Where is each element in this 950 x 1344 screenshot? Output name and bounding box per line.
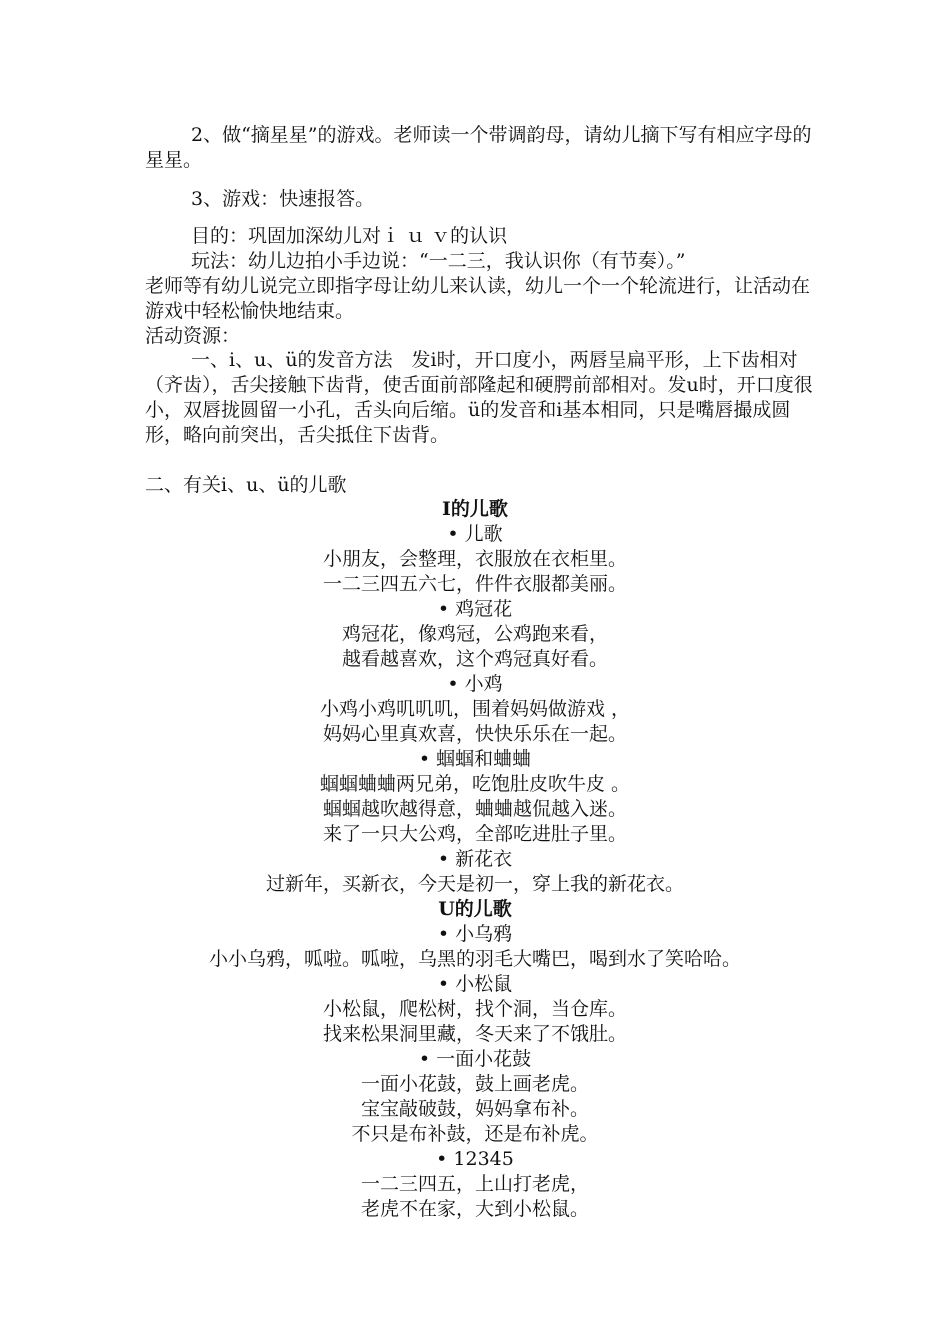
- song-title: • 儿歌: [140, 522, 810, 547]
- song-title: • 蝈蝈和蛐蛐: [140, 747, 810, 772]
- song-line: 小松鼠，爬松树，找个洞，当仓库。: [322, 998, 627, 1020]
- song-line: 不只是布补鼓，还是布补虎。: [351, 1123, 599, 1145]
- play-first-line: 玩法：幼儿边拍小手边说：“一二三，我认识你（有节奏）。”: [191, 250, 686, 272]
- song-line: 蝈蝈越吹越得意，蛐蛐越侃越入迷。: [322, 798, 627, 820]
- song-title: • 新花衣: [140, 847, 810, 872]
- song-line: 小鸡小鸡叽叽叽，围着妈妈做游戏 ，: [319, 698, 631, 720]
- paragraph-game2: 2、做“摘星星”的游戏。老师读一个带调韵母，请幼儿摘下写有相应字母的星星。: [145, 124, 812, 171]
- song-line: 妈妈心里真欢喜，快快乐乐在一起。: [322, 723, 627, 745]
- song-line: 找来松果洞里藏，冬天来了不饿肚。: [322, 1023, 627, 1045]
- song-title: • 小鸡: [140, 672, 810, 697]
- song-title: • 小松鼠: [140, 972, 810, 997]
- song-line: 鸡冠花，像鸡冠，公鸡跑来看，: [341, 623, 608, 645]
- resources-heading: 活动资源：: [145, 325, 241, 347]
- song-title: • 小乌鸦: [140, 922, 810, 947]
- song-line: 老虎不在家，大到小松鼠。: [360, 1198, 589, 1220]
- song-title: • 12345: [140, 1147, 810, 1172]
- section2-heading: 二、有关i、u、ü的儿歌: [145, 474, 347, 496]
- u-songs-list: [140, 922, 810, 1222]
- song-line: 宝宝敲破鼓，妈妈拿布补。: [360, 1098, 589, 1120]
- song-line: 越看越喜欢，这个鸡冠真好看。: [341, 648, 608, 670]
- i-songs-title: I的儿歌: [442, 498, 508, 520]
- song-line: 一二三四五，上山打老虎，: [360, 1173, 589, 1195]
- song-line: 蝈蝈蛐蛐两兄弟，吃饱肚皮吹牛皮 。: [319, 773, 631, 795]
- song-line: 一二三四五六七，件件衣服都美丽。: [322, 573, 627, 595]
- paragraph-play: [145, 249, 815, 324]
- song-title: • 鸡冠花: [140, 597, 810, 622]
- play-continuation: 老师等有幼儿说完立即指字母让幼儿来认读，幼儿一个一个轮流进行，让活动在游戏中轻松愉快地结束。: [145, 275, 811, 322]
- song-line: 过新年，买新衣，今天是初一，穿上我的新花衣。: [265, 873, 684, 895]
- song-line: 一面小花鼓，鼓上画老虎。: [360, 1073, 589, 1095]
- song-line: 来了一只大公鸡，全部吃进肚子里。: [322, 823, 627, 845]
- paragraph-pronunciation: 一、i、u、ü的发音方法 发i时，开口度小，两唇呈扁平形，上下齿相对（齐齿），舌尖接触下齿背，使舌面前部隆起和硬腭前部相对。发u时，开口度很小，双唇拢圆留一小孔，舌头向后缩。ü的发音和i基本相同，只是嘴唇撮成圆形，略向前突出，舌尖抵住下齿背。: [145, 349, 813, 446]
- song-line: 小朋友，会整理，衣服放在衣柜里。: [322, 548, 627, 570]
- paragraph-game3: 3、游戏：快速报答。: [191, 188, 375, 210]
- paragraph-goal: 目的：巩固加深幼儿对ｉ ｕ ｖ的认识: [191, 225, 508, 247]
- song-title: • 一面小花鼓: [140, 1047, 810, 1072]
- song-line: 小小乌鸦，呱啦。呱啦，乌黑的羽毛大嘴巴，喝到水了笑哈哈。: [208, 948, 741, 970]
- u-songs-title: U的儿歌: [438, 898, 512, 920]
- i-songs-list: [140, 522, 810, 897]
